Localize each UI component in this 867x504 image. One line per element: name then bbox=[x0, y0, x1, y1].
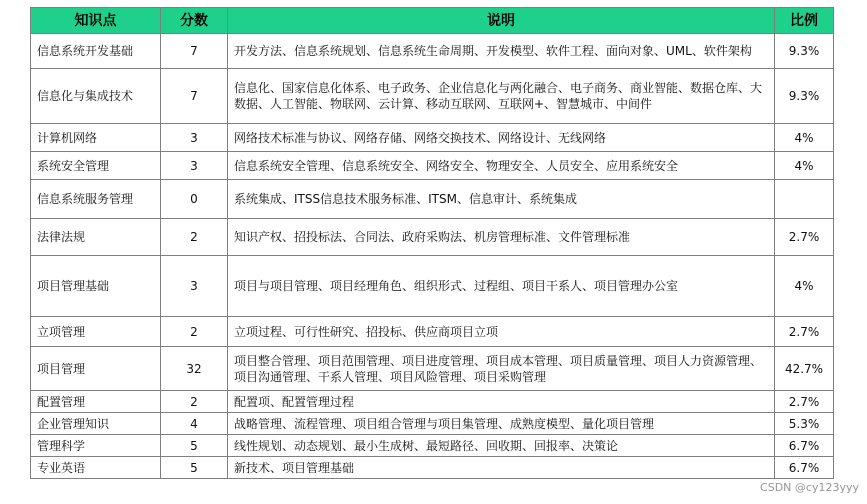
header-ratio: 比例 bbox=[775, 8, 834, 34]
header-topic: 知识点 bbox=[31, 8, 161, 34]
topic-cell: 项目管理基础 bbox=[31, 256, 161, 317]
table-row bbox=[31, 317, 834, 347]
table-row bbox=[31, 180, 834, 219]
score-cell: 0 bbox=[161, 180, 228, 219]
score-cell: 7 bbox=[161, 34, 228, 69]
topic-cell: 法律法规 bbox=[31, 219, 161, 256]
table-row bbox=[31, 124, 834, 152]
ratio-cell: 9.3% bbox=[775, 69, 834, 124]
score-cell: 3 bbox=[161, 152, 228, 180]
ratio-cell: 2.7% bbox=[775, 317, 834, 347]
table-row bbox=[31, 391, 834, 413]
knowledge-table bbox=[30, 7, 834, 479]
table-row bbox=[31, 347, 834, 391]
table-row bbox=[31, 219, 834, 256]
description-cell: 系统集成、ITSS信息技术服务标准、ITSM、信息审计、系统集成 bbox=[228, 180, 775, 219]
topic-cell: 信息系统开发基础 bbox=[31, 34, 161, 69]
description-cell: 新技术、项目管理基础 bbox=[228, 457, 775, 479]
topic-cell: 企业管理知识 bbox=[31, 413, 161, 435]
header-row bbox=[31, 8, 834, 34]
score-cell: 3 bbox=[161, 124, 228, 152]
description-cell: 项目与项目管理、项目经理角色、组织形式、过程组、项目干系人、项目管理办公室 bbox=[228, 256, 775, 317]
description-cell: 配置项、配置管理过程 bbox=[228, 391, 775, 413]
topic-cell: 系统安全管理 bbox=[31, 152, 161, 180]
topic-cell: 信息化与集成技术 bbox=[31, 69, 161, 124]
description-cell: 信息系统安全管理、信息系统安全、网络安全、物理安全、人员安全、应用系统安全 bbox=[228, 152, 775, 180]
topic-cell: 项目管理 bbox=[31, 347, 161, 391]
table-row bbox=[31, 256, 834, 317]
score-cell: 3 bbox=[161, 256, 228, 317]
ratio-cell: 6.7% bbox=[775, 435, 834, 457]
topic-cell: 管理科学 bbox=[31, 435, 161, 457]
description-cell: 开发方法、信息系统规划、信息系统生命周期、开发模型、软件工程、面向对象、UML、软件架构 bbox=[228, 34, 775, 69]
description-cell: 知识产权、招投标法、合同法、政府采购法、机房管理标准、文件管理标准 bbox=[228, 219, 775, 256]
description-cell: 项目整合管理、项目范围管理、项目进度管理、项目成本管理、项目质量管理、项目人力资源管理、项目沟通管理、干系人管理、项目风险管理、项目采购管理 bbox=[228, 347, 775, 391]
score-cell: 5 bbox=[161, 457, 228, 479]
topic-cell: 信息系统服务管理 bbox=[31, 180, 161, 219]
score-cell: 2 bbox=[161, 219, 228, 256]
ratio-cell: 2.7% bbox=[775, 391, 834, 413]
ratio-cell: 4% bbox=[775, 152, 834, 180]
table-row bbox=[31, 435, 834, 457]
table-row bbox=[31, 69, 834, 124]
topic-cell: 立项管理 bbox=[31, 317, 161, 347]
header-score: 分数 bbox=[161, 8, 228, 34]
table-row bbox=[31, 413, 834, 435]
score-cell: 2 bbox=[161, 317, 228, 347]
description-cell: 网络技术标准与协议、网络存储、网络交换技术、网络设计、无线网络 bbox=[228, 124, 775, 152]
table-row bbox=[31, 34, 834, 69]
ratio-cell: 6.7% bbox=[775, 457, 834, 479]
description-cell: 战略管理、流程管理、项目组合管理与项目集管理、成熟度模型、量化项目管理 bbox=[228, 413, 775, 435]
ratio-cell bbox=[775, 180, 834, 219]
ratio-cell: 2.7% bbox=[775, 219, 834, 256]
ratio-cell: 5.3% bbox=[775, 413, 834, 435]
description-cell: 立项过程、可行性研究、招投标、供应商项目立项 bbox=[228, 317, 775, 347]
score-cell: 5 bbox=[161, 435, 228, 457]
ratio-cell: 4% bbox=[775, 124, 834, 152]
table-row bbox=[31, 457, 834, 479]
score-cell: 4 bbox=[161, 413, 228, 435]
score-cell: 7 bbox=[161, 69, 228, 124]
score-cell: 32 bbox=[161, 347, 228, 391]
ratio-cell: 9.3% bbox=[775, 34, 834, 69]
header-description: 说明 bbox=[228, 8, 775, 34]
topic-cell: 计算机网络 bbox=[31, 124, 161, 152]
topic-cell: 配置管理 bbox=[31, 391, 161, 413]
table-row bbox=[31, 152, 834, 180]
ratio-cell: 4% bbox=[775, 256, 834, 317]
watermark: CSDN @cy123yyy bbox=[760, 481, 859, 494]
description-cell: 信息化、国家信息化体系、电子政务、企业信息化与两化融合、电子商务、商业智能、数据仓库、大数据、人工智能、物联网、云计算、移动互联网、互联网+、智慧城市、中间件 bbox=[228, 69, 775, 124]
description-cell: 线性规划、动态规划、最小生成树、最短路径、回收期、回报率、决策论 bbox=[228, 435, 775, 457]
ratio-cell: 42.7% bbox=[775, 347, 834, 391]
score-cell: 2 bbox=[161, 391, 228, 413]
topic-cell: 专业英语 bbox=[31, 457, 161, 479]
